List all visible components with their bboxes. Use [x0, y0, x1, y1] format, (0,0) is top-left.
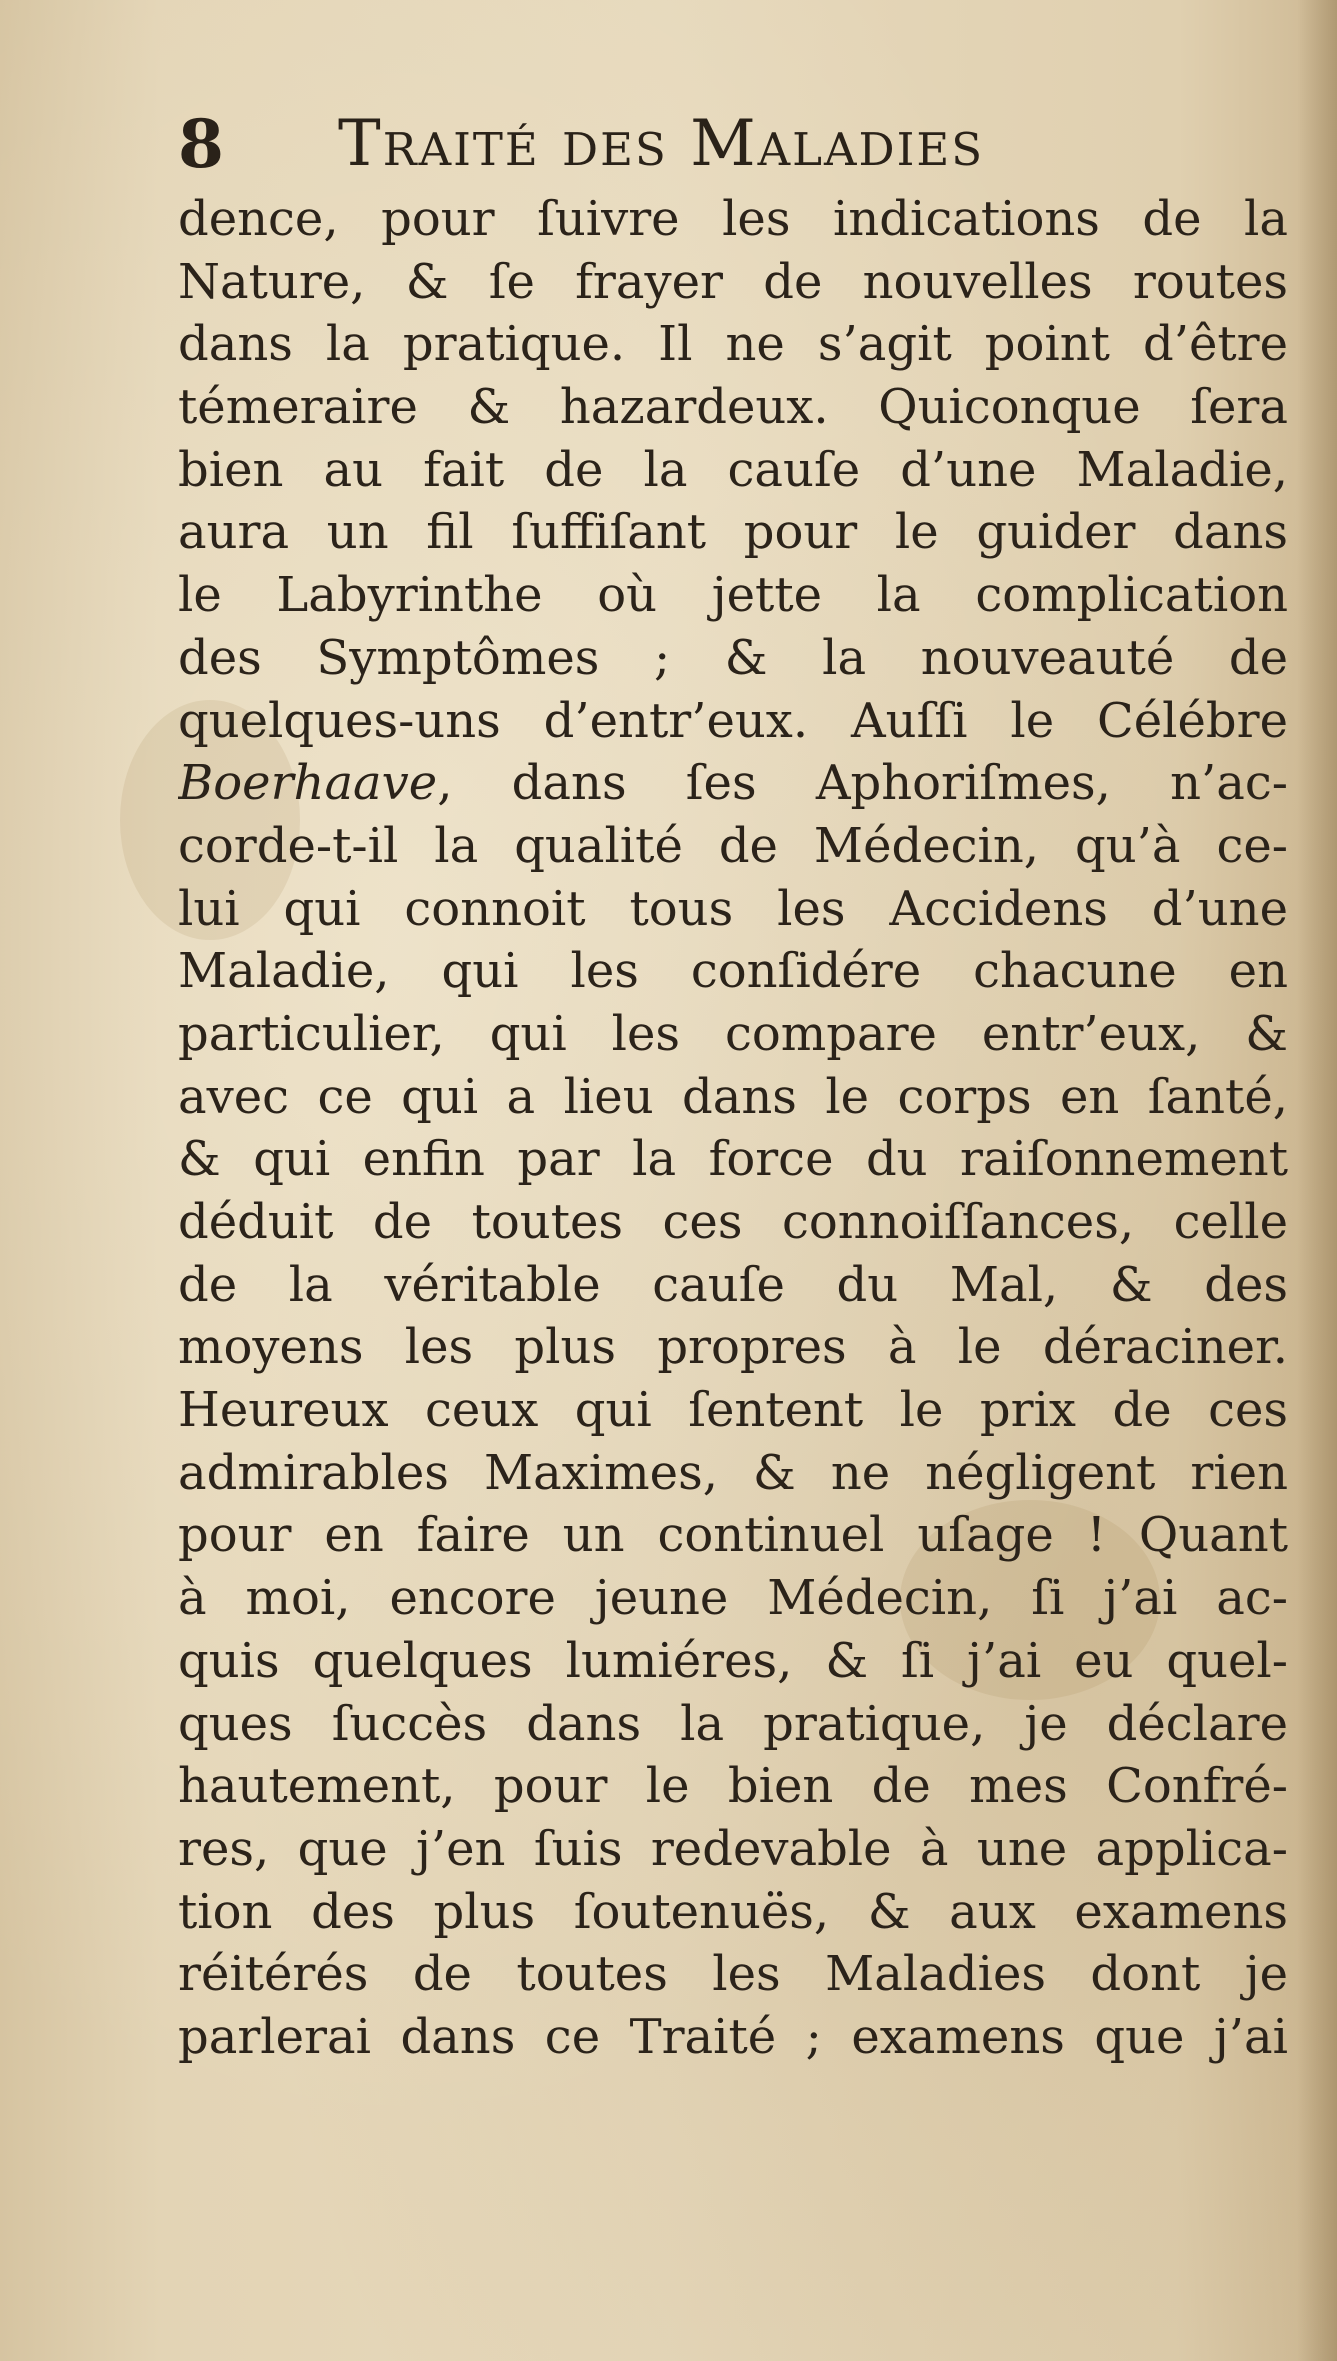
- text-line: corde-t-il la qualité de Médecin, qu’à ce-: [178, 817, 1288, 874]
- text-line: Maladie, qui les conſidére chacune en: [178, 943, 1288, 1000]
- text-line: hautement, pour le bien de mes Confré-: [178, 1758, 1288, 1815]
- page-number: 8: [178, 105, 224, 183]
- text-line: pour en faire un continuel uſage ! Quant: [178, 1507, 1288, 1564]
- text-line: témeraire & hazardeux. Quiconque ſera: [178, 379, 1288, 436]
- text-line: tion des plus ſoutenuës, & aux examens: [178, 1883, 1288, 1940]
- text-line: quis quelques lumiéres, & ſi j’ai eu quel-: [178, 1632, 1288, 1689]
- text-line: de la véritable cauſe du Mal, & des: [178, 1256, 1288, 1313]
- running-title: Traité des Maladies: [338, 107, 985, 181]
- text-line: bien au fait de la cauſe d’une Maladie,: [178, 441, 1288, 498]
- text-line: le Labyrinthe où jette la complication: [178, 567, 1288, 624]
- text-line: Nature, & ſe frayer de nouvelles routes: [178, 253, 1288, 310]
- text-line: lui qui connoit tous les Accidens d’une: [178, 880, 1288, 937]
- text-line: aura un fil ſuffiſant pour le guider dans: [178, 504, 1288, 561]
- text-line: avec ce qui a lieu dans le corps en ſanté,: [178, 1068, 1288, 1125]
- text-line: & qui enfin par la force du raiſonnement: [178, 1131, 1288, 1188]
- page-header: [178, 100, 1178, 188]
- italic-name: Boerhaave: [178, 755, 438, 812]
- text-line: Heureux ceux qui ſentent le prix de ces: [178, 1382, 1288, 1439]
- text-line: réitérés de toutes les Maladies dont je: [178, 1946, 1288, 2003]
- text-line-rest: , dans ſes Aphoriſmes, n’ac-: [437, 755, 1288, 812]
- text-line: admirables Maximes, & ne négligent rien: [178, 1444, 1288, 1501]
- text-line: [178, 752, 1288, 815]
- text-line: des Symptômes ; & la nouveauté de: [178, 629, 1288, 686]
- text-line: moyens les plus propres à le déraciner.: [178, 1319, 1288, 1376]
- text-line: particulier, qui les compare entr’eux, &: [178, 1005, 1288, 1062]
- page-gutter-shadow: [1297, 0, 1337, 2361]
- text-line: déduit de toutes ces connoiſſances, celle: [178, 1194, 1288, 1250]
- text-line: quelques-uns d’entr’eux. Auſſi le Célébre: [178, 692, 1288, 749]
- body-text: [178, 188, 1288, 2069]
- text-line: à moi, encore jeune Médecin, ſi j’ai ac-: [178, 1570, 1288, 1627]
- text-line: res, que j’en ſuis redevable à une applica-: [178, 1820, 1288, 1877]
- text-line: parlerai dans ce Traité ; examens que j’ai: [178, 2008, 1288, 2065]
- text-line: dence, pour ſuivre les indications de la: [178, 191, 1288, 247]
- text-line: dans la pratique. Il ne s’agit point d’être: [178, 316, 1288, 373]
- text-line: ques ſuccès dans la pratique, je déclare: [178, 1695, 1288, 1752]
